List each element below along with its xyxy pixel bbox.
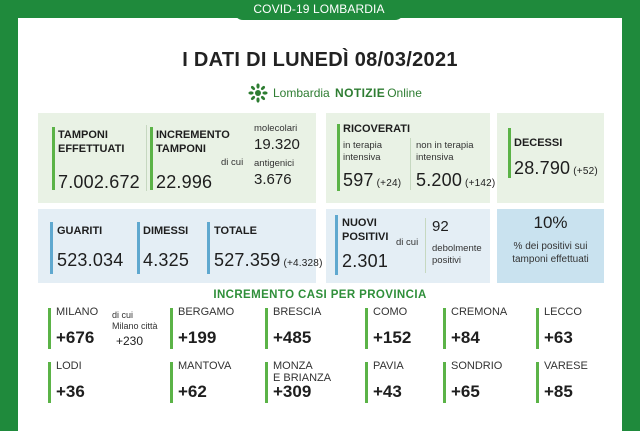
nuovi-positivi-value: 2.301 [342,251,389,271]
guariti-value: 523.034 [57,250,124,270]
incremento-accent-bar [150,127,153,190]
province-name-como: COMO [373,306,408,318]
antigenici-value: 3.676 [254,171,292,188]
tamponi-divider [146,125,147,191]
province-value-pavia: +43 [373,382,402,401]
ricoverati-label: RICOVERATI [343,123,411,135]
province-name-cremona: CREMONA [451,306,508,318]
terapia-label: in terapia intensiva [343,140,383,163]
decessi-label: DECESSI [514,137,563,149]
province-accent-bar-brescia [265,308,268,349]
province-name-mantova: MANTOVA [178,360,232,372]
dimessi-label: DIMESSI [143,225,189,237]
terapia-value-row: 597 (+24) [343,170,402,190]
province-accent-bar-pavia [365,362,368,403]
milano-citta-label: di cui Milano città [112,310,158,331]
decessi-value-row: 28.790 (+52) [514,158,598,178]
guariti-label: GUARITI [57,225,103,237]
debolmente-label: debolmente positivi [432,243,482,266]
province-accent-bar-monza [265,362,268,403]
percentuale-value: 10% [533,213,568,232]
province-accent-bar-varese [536,362,539,403]
decessi-accent-bar [508,128,511,178]
guariti-accent-bar [50,222,53,274]
brand-text: Lombardia NOTIZIE Online [273,86,422,100]
province-value-mantova: +62 [178,382,207,401]
tamponi-label: TAMPONI EFFETTUATI [58,129,125,155]
province-accent-bar-milano [48,308,51,349]
province-accent-bar-como [365,308,368,349]
non-terapia-value-row: 5.200 (+142) [416,170,496,190]
province-name-varese: VARESE [544,360,588,372]
province-value-como: +152 [373,328,412,347]
province-value-varese: +85 [544,382,573,401]
molecolari-label: molecolari [254,123,298,134]
province-name-monza: MONZA [273,360,313,372]
province-accent-bar-mantova [170,362,173,403]
province-value-monza: +309 [273,382,312,401]
non-terapia-label: non in terapia intensiva [416,140,474,163]
section-title-province: INCREMENTO CASI PER PROVINCIA [213,289,427,301]
province-name-bergamo: BERGAMO [178,306,235,318]
nuovi-positivi-accent-bar [335,215,338,275]
totale-label: TOTALE [214,225,257,237]
province-value-sondrio: +65 [451,382,480,401]
province-name-lecco: LECCO [544,306,582,318]
province-name-lodi: LODI [56,360,82,372]
incremento-label: INCREMENTO TAMPONI [156,129,230,155]
guariti-panel [38,209,316,283]
province-name-2-monza: E BRIANZA [273,372,332,384]
percentuale-label: % dei positivi sui tamponi effettuati [512,241,589,265]
totale-value-row: 527.359 (+4.328) [214,250,323,270]
province-name-pavia: PAVIA [373,360,404,372]
province-name-brescia: BRESCIA [273,306,322,318]
province-accent-bar-sondrio [443,362,446,403]
province-accent-bar-lodi [48,362,51,403]
lombardia-rose-icon [248,83,268,103]
nuovi-positivi-divider [425,218,426,273]
molecolari-value: 19.320 [254,136,300,153]
antigenici-label: antigenici [254,158,295,169]
province-value-lodi: +36 [56,382,85,401]
incremento-value: 22.996 [156,172,213,192]
totale-accent-bar [207,222,210,274]
province-accent-bar-bergamo [170,308,173,349]
page-title: I DATI DI LUNEDÌ 08/03/2021 [182,49,458,71]
debolmente-value: 92 [432,218,449,235]
province-value-brescia: +485 [273,328,312,347]
dimessi-accent-bar [137,222,140,274]
dimessi-value: 4.325 [143,250,190,270]
header-tab: COVID-19 LOMBARDIA [234,0,404,20]
nuovi-positivi-label: NUOVI POSITIVI [342,217,389,243]
ricoverati-divider [410,138,411,190]
nuovi-positivi-di-cui: di cui [396,237,419,248]
province-name-sondrio: SONDRIO [451,360,503,372]
tamponi-accent-bar [52,127,55,190]
province-value-cremona: +84 [451,328,480,347]
brand-logo-row [248,83,422,103]
province-accent-bar-cremona [443,308,446,349]
province-value-milano: +676 [56,328,95,347]
province-accent-bar-lecco [536,308,539,349]
tamponi-value: 7.002.672 [58,172,140,192]
province-value-bergamo: +199 [178,328,217,347]
incremento-di-cui: di cui [221,157,244,168]
province-value-lecco: +63 [544,328,573,347]
province-name-milano: MILANO [56,306,99,318]
ricoverati-accent-bar [337,124,340,191]
milano-citta-value: +230 [116,334,144,348]
